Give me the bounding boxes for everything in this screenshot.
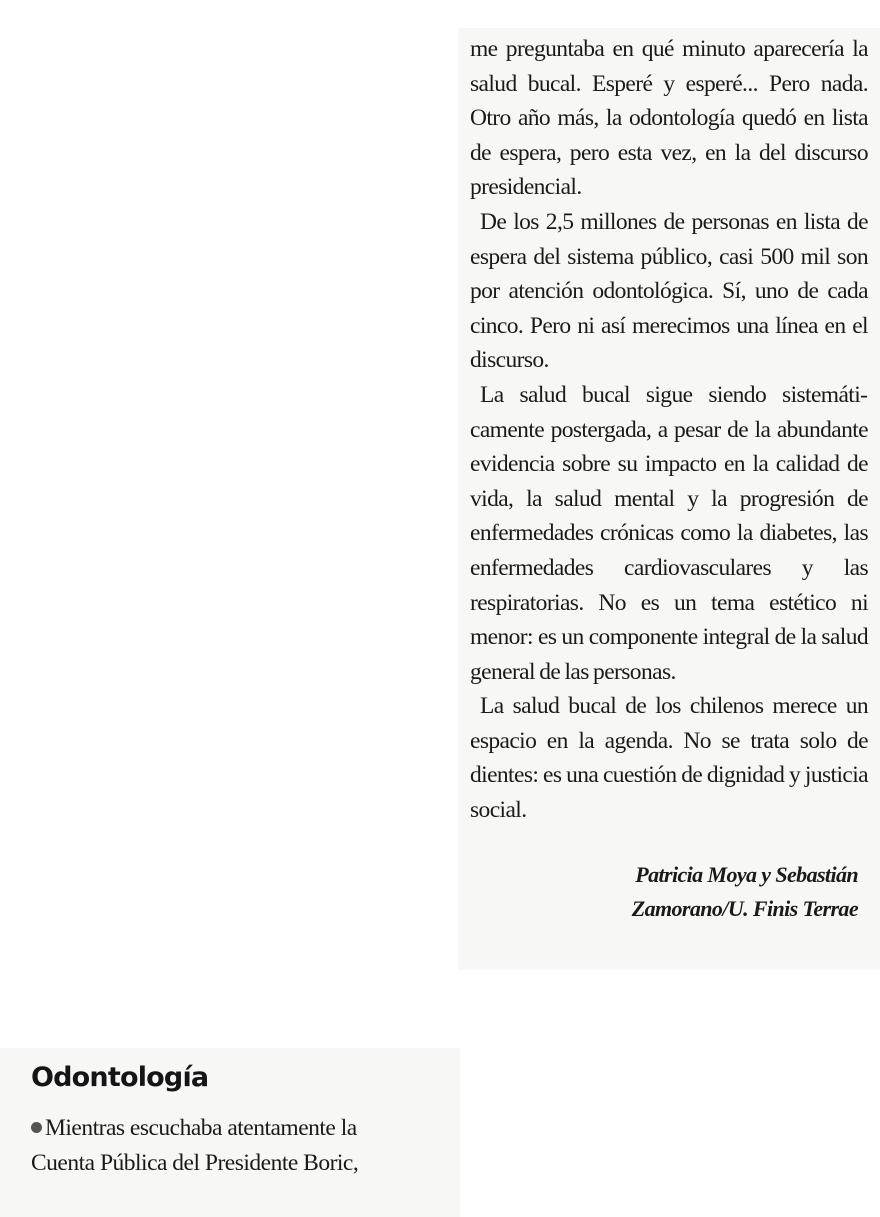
article-body xyxy=(470,32,868,828)
article-paragraph: De los 2,5 millones de personas en lista de espera del sistema público, casi 500 mil son por atención odontológica. Sí, uno de cada cinco. Pero ni así merecimos una línea en el discurso. xyxy=(470,208,868,374)
article-paragraph: La salud bucal de los chilenos merece un espacio en la agenda. No se trata solo de dientes: es una cuestión de dignidad y justicia social. xyxy=(470,693,868,824)
lead-line-text: Mientras escuchaba atentamente la xyxy=(45,1115,357,1141)
article-start xyxy=(31,1062,441,1180)
article-continuation xyxy=(470,32,868,926)
bullet-dot-icon xyxy=(31,1122,42,1133)
article-paragraph: La salud bucal sigue siendo sistemáticamente postergada, a pesar de la abundante evidencia sobre su impacto en la calidad de vida, la salud mental y la progresión de enfermedades crónicas como la diabetes, las enfermedades cardiovasculares y las respiratorias. No es un tema estético ni menor: es un componente integral de la salud general de las personas. xyxy=(470,381,868,685)
lead-line: Cuenta Pública del Presidente Boric, xyxy=(31,1149,359,1176)
author-names: Patricia Moya y Sebastián xyxy=(635,861,858,887)
lead-line xyxy=(31,1111,441,1146)
author-affiliation: Zamorano/U. Finis Terrae xyxy=(631,895,858,921)
section-title: Odontología xyxy=(31,1062,209,1093)
author-signature xyxy=(470,858,868,926)
article-paragraph: me preguntaba en qué minuto aparecería la salud bucal. Esperé y esperé... Pero nada. Otro año más, la odontología quedó en lista de espera, pero esta vez, en la del discurso presidencial. xyxy=(470,36,868,201)
article-lead xyxy=(31,1111,441,1180)
